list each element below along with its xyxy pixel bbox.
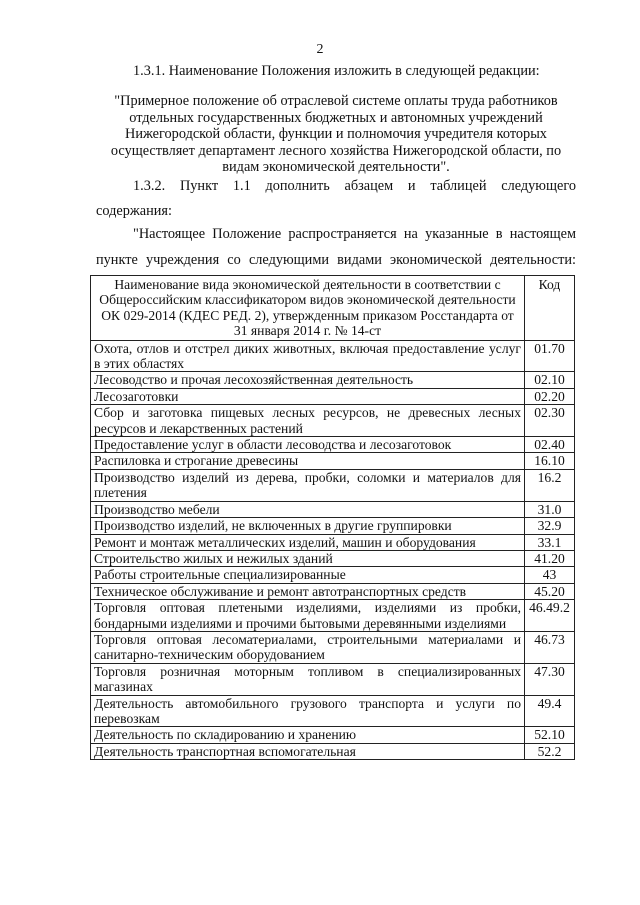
activity-code: 33.1	[525, 534, 575, 550]
page-number: 2	[316, 42, 324, 57]
intro-text-line: "Настоящее Положение распространяется на указанные в настоящем	[133, 226, 576, 242]
quoted-title-line: "Примерное положение об отраслевой системе оплаты труда работников	[114, 93, 558, 109]
activity-name: Предоставление услуг в области лесоводства и лесозаготовок	[91, 437, 525, 453]
activity-name: Производство изделий из дерева, пробки, соломки и материалов для плетения	[91, 469, 525, 501]
activity-code: 46.73	[525, 631, 575, 663]
paragraph-1-3-2-line: 1.3.2. Пункт 1.1 дополнить абзацем и таблицей следующего	[133, 178, 576, 194]
paragraph-1-3-2-line: содержания:	[96, 203, 172, 219]
activity-code: 41.20	[525, 550, 575, 566]
activity-name: Лесоводство и прочая лесохозяйственная деятельность	[91, 372, 525, 388]
header-activity-name: Наименование вида экономической деятельности в соответствии с Общероссийским классификатором видов экономической деятельности ОК 029-2014 (КДЕС РЕД. 2), утвержденным приказом Росстандарта от 31 января 2014 г. № 14-ст	[91, 276, 525, 341]
activity-code: 32.9	[525, 518, 575, 534]
table-row	[91, 453, 575, 469]
table-row	[91, 631, 575, 663]
table-row	[91, 437, 575, 453]
activity-code: 45.20	[525, 583, 575, 599]
table-row	[91, 695, 575, 727]
activity-code: 02.10	[525, 372, 575, 388]
intro-text-line: пункте учреждения со следующими видами экономической деятельности:	[96, 252, 576, 268]
activity-name: Работы строительные специализированные	[91, 567, 525, 583]
activity-code: 52.10	[525, 727, 575, 743]
activity-name: Охота, отлов и отстрел диких животных, включая предоставление услуг в этих областях	[91, 340, 525, 372]
quoted-title	[94, 93, 578, 176]
activity-name: Техническое обслуживание и ремонт автотранспортных средств	[91, 583, 525, 599]
activity-code: 02.30	[525, 405, 575, 437]
activity-name: Распиловка и строгание древесины	[91, 453, 525, 469]
table-row	[91, 388, 575, 404]
activity-code: 47.30	[525, 663, 575, 695]
activity-name: Производство изделий, не включенных в другие группировки	[91, 518, 525, 534]
activity-name: Лесозаготовки	[91, 388, 525, 404]
table-row	[91, 372, 575, 388]
activity-name: Торговля розничная моторным топливом в специализированных магазинах	[91, 663, 525, 695]
activity-code: 16.2	[525, 469, 575, 501]
table-row	[91, 550, 575, 566]
activity-codes-table	[90, 275, 575, 760]
activity-code: 02.40	[525, 437, 575, 453]
table-row	[91, 340, 575, 372]
table-row	[91, 534, 575, 550]
activity-code: 46.49.2	[525, 600, 575, 632]
activity-code: 31.0	[525, 501, 575, 517]
quoted-title-line: осуществляет департамент лесного хозяйства Нижегородской области, по	[110, 142, 562, 159]
activity-code: 02.20	[525, 388, 575, 404]
activity-code: 01.70	[525, 340, 575, 372]
table-row	[91, 727, 575, 743]
table-row	[91, 743, 575, 759]
activity-code: 49.4	[525, 695, 575, 727]
activity-name: Сбор и заготовка пищевых лесных ресурсов, не древесных лесных ресурсов и лекарственных растений	[91, 405, 525, 437]
table-row	[91, 501, 575, 517]
table-row	[91, 600, 575, 632]
quoted-title-line: отдельных государственных бюджетных и автономных учреждений	[129, 109, 543, 126]
header-code: Код	[525, 276, 575, 341]
activity-code: 16.10	[525, 453, 575, 469]
table-row	[91, 567, 575, 583]
activity-name: Торговля оптовая плетеными изделиями, изделиями из пробки, бондарными изделиями и прочими бытовыми деревянными изделиями	[91, 600, 525, 632]
activity-name: Деятельность по складированию и хранению	[91, 727, 525, 743]
table-row	[91, 405, 575, 437]
table-header-row	[91, 276, 575, 341]
activity-name: Деятельность транспортная вспомогательная	[91, 743, 525, 759]
activity-name: Производство мебели	[91, 501, 525, 517]
quoted-title-line: видам экономической деятельности".	[222, 159, 450, 176]
table-row	[91, 469, 575, 501]
activity-name: Торговля оптовая лесоматериалами, строительными материалами и санитарно-техническим оборудованием	[91, 631, 525, 663]
table-row	[91, 663, 575, 695]
activity-name: Строительство жилых и нежилых зданий	[91, 550, 525, 566]
activity-code: 43	[525, 567, 575, 583]
paragraph-1-3-1: 1.3.1. Наименование Положения изложить в следующей редакции:	[133, 63, 540, 79]
activity-code: 52.2	[525, 743, 575, 759]
activity-name: Деятельность автомобильного грузового транспорта и услуги по перевозкам	[91, 695, 525, 727]
activity-name: Ремонт и монтаж металлических изделий, машин и оборудования	[91, 534, 525, 550]
table-row	[91, 583, 575, 599]
quoted-title-line: Нижегородской области, функции и полномочия учредителя которых	[125, 126, 547, 143]
table-row	[91, 518, 575, 534]
